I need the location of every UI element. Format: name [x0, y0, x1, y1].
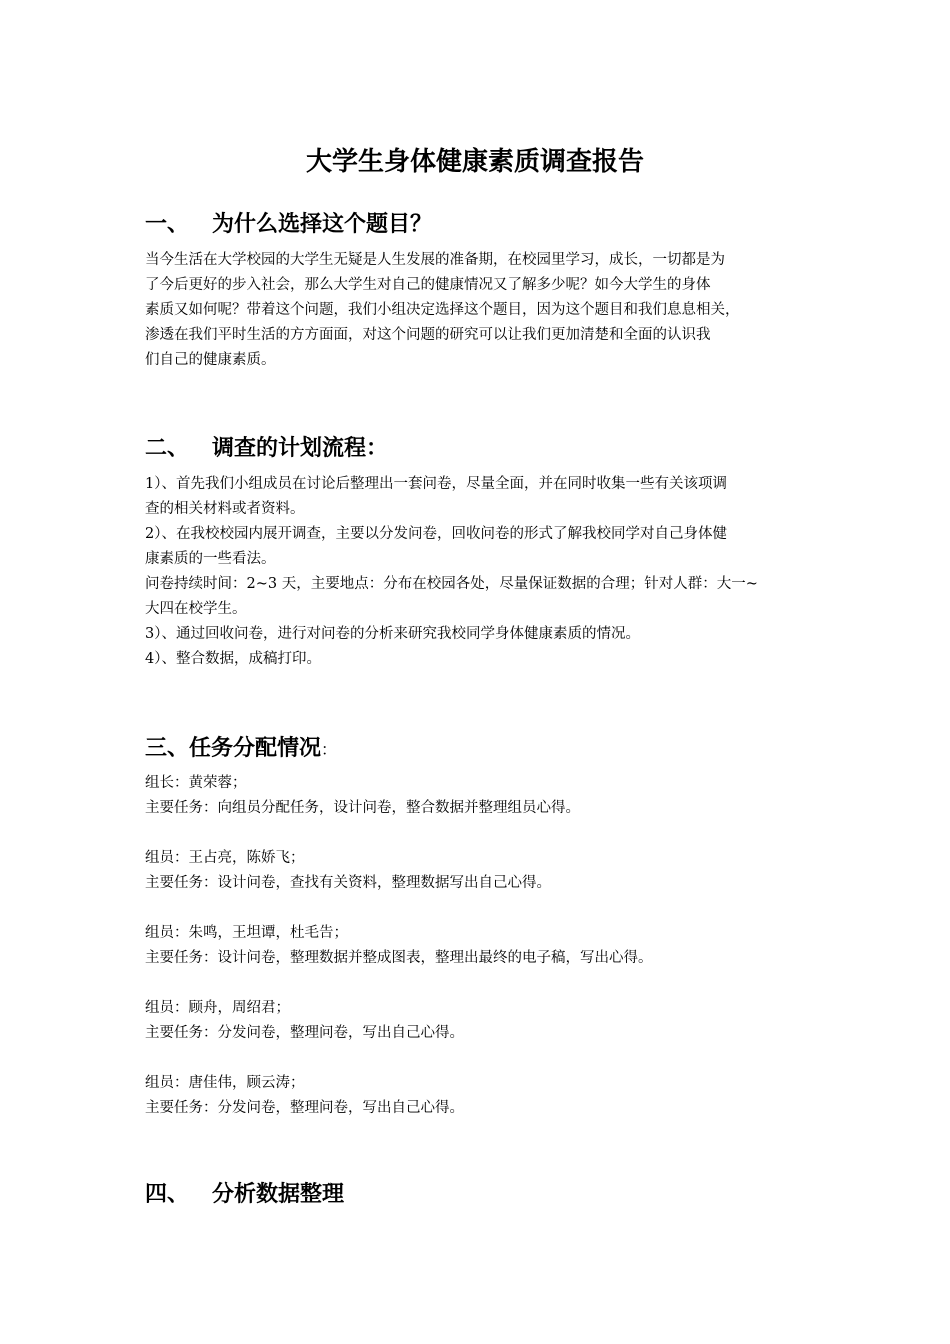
- section-1-line: 素质又如何呢？带着这个问题，我们小组决定选择这个题目，因为这个题目和我们息息相关，: [145, 302, 740, 318]
- section-2-line: 问卷持续时间：2~3 天，主要地点：分布在校园各处，尽量保证数据的合理；针对人群：大一~: [145, 576, 758, 592]
- task-line: 主要任务：向组员分配任务，设计问卷，整合数据并整理组员心得。: [145, 800, 580, 816]
- section-2-title: 调查的计划流程：: [212, 435, 389, 461]
- section-1-heading: [145, 208, 432, 240]
- task-line: 主要任务：设计问卷，查找有关资料，整理数据写出自己心得。: [145, 875, 551, 891]
- section-3-number: 三、: [145, 735, 190, 761]
- section-2-line: 3）、通过回收问卷，进行对问卷的分析来研究我校同学身体健康素质的情况。: [145, 626, 640, 642]
- blank-line: [145, 971, 815, 996]
- section-3-title-colon: ：: [321, 740, 338, 759]
- members-line: 组员：王占亮，陈娇飞；: [145, 850, 305, 866]
- section-1-line: 们自己的健康素质。: [145, 352, 276, 368]
- section-3-heading: [145, 732, 337, 766]
- members-line: 组员：顾舟，周绍君；: [145, 1000, 290, 1016]
- section-2-line: 查的相关材料或者资料。: [145, 501, 305, 517]
- section-1-line: 渗透在我们平时生活的方方面面，对这个问题的研究可以让我们更加清楚和全面的认识我: [145, 327, 711, 343]
- section-2-line: 康素质的一些看法。: [145, 551, 276, 567]
- section-1-line: 了今后更好的步入社会，那么大学生对自己的健康情况又了解多少呢？如今大学生的身体: [145, 277, 711, 293]
- report-title: 大学生身体健康素质调查报告: [305, 147, 644, 177]
- section-1-line: 当今生活在大学校园的大学生无疑是人生发展的准备期，在校园里学习，成长，一切都是为: [145, 252, 725, 268]
- section-1-body: [145, 248, 815, 373]
- section-2-line: 2）、在我校校园内展开调查，主要以分发问卷，回收问卷的形式了解我校同学对自己身体健: [145, 526, 727, 542]
- section-4-number: 四、: [145, 1181, 190, 1207]
- section-4-title: 分析数据整理: [212, 1181, 345, 1207]
- members-line: 组员：唐佳伟，顾云涛；: [145, 1075, 305, 1091]
- section-3-title: 任务分配情况: [189, 735, 322, 761]
- blank-line: [145, 1046, 815, 1071]
- blank-line: [145, 896, 815, 921]
- blank-line: [145, 821, 815, 846]
- section-2-line: 4）、整合数据，成稿打印。: [145, 651, 321, 667]
- section-4-heading: [145, 1178, 344, 1210]
- team-leader-line: 组长：黄荣蓉；: [145, 775, 247, 791]
- section-2-line: 大四在校学生。: [145, 601, 247, 617]
- section-2-heading: [145, 432, 388, 464]
- members-line: 组员：朱鸣，王坦谭，杜毛告；: [145, 925, 348, 941]
- section-1-number: 一、: [145, 211, 190, 237]
- task-line: 主要任务：分发问卷，整理问卷，写出自己心得。: [145, 1025, 464, 1041]
- task-line: 主要任务：分发问卷，整理问卷，写出自己心得。: [145, 1100, 464, 1116]
- section-1-title: 为什么选择这个题目？: [212, 211, 433, 237]
- section-2-line: 1）、首先我们小组成员在讨论后整理出一套问卷，尽量全面，并在同时收集一些有关该项调: [145, 476, 727, 492]
- task-line: 主要任务：设计问卷，整理数据并整成图表，整理出最终的电子稿，写出心得。: [145, 950, 653, 966]
- section-3-body: [145, 771, 815, 1121]
- section-2-number: 二、: [145, 435, 190, 461]
- section-2-body: [145, 472, 815, 672]
